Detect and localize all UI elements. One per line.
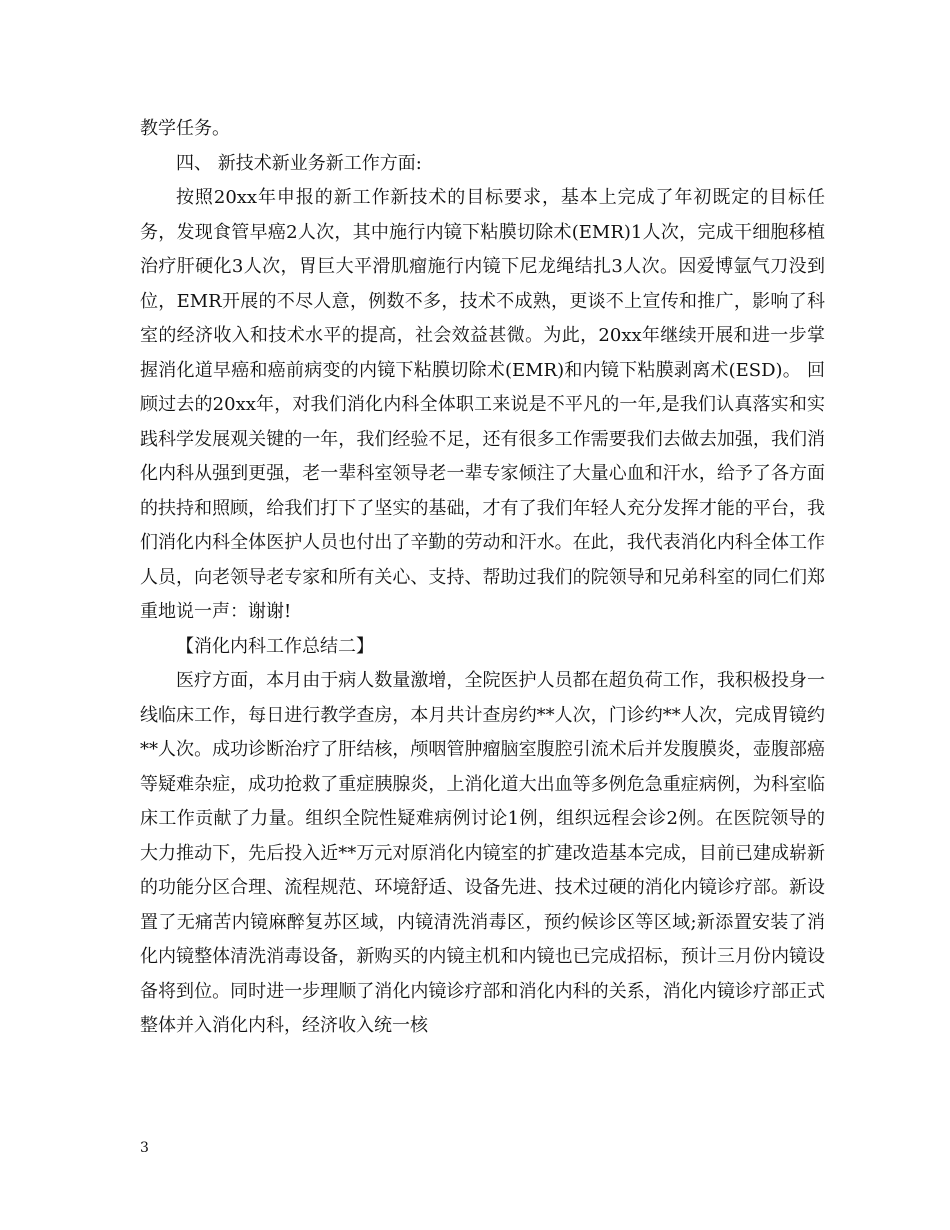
section-heading: 四、 新技术新业务新工作方面:: [176, 152, 422, 174]
paragraph: 医疗方面，本月由于病人数量激增，全院医护人员都在超负荷工作，我积极投身一线临床工作，每日进行教学查房，本月共计查房约**人次，门诊约**人次，完成胃镜约**人次。成功诊断治疗了肝结核，颅咽管肿瘤脑室腹腔引流术后并发腹膜炎，壶腹部癌等疑难杂症，成功抢救了重症胰腺炎，上消化道大出血等多例危急重症病例，为科室临床工作贡献了力量。组织全院性疑难病例讨论1例，组织远程会诊2例。在医院领导的大力推动下，先后投入近**万元对原消化内镜室的扩建改造基本完成，目前已建成崭新的功能分区合理、流程规范、环境舒适、设备先进、技术过硬的消化内镜诊疗部。新设置了无痛苦内镜麻醉复苏区域，内镜清洗消毒区，预约候诊区等区域;新添置安装了消化内镜整体清洗消毒设备，新购买的内镜主机和内镜也已完成招标，预计三月份内镜设备将到位。同时进一步理顺了消化内镜诊疗部和消化内科的关系，消化内镜诊疗部正式整体并入消化内科，经济收入统一核: [140, 670, 825, 1036]
paragraph: 按照20xx年申报的新工作新技术的目标要求，基本上完成了年初既定的目标任务，发现食管早癌2人次，其中施行内镜下粘膜切除术(EMR)1人次，完成干细胞移植治疗肝硬化3人次，胃巨大平滑肌瘤施行内镜下尼龙绳结扎3人次。因爱博氩气刀没到位，EMR开展的不尽人意，例数不多，技术不成熟，更谈不上宣传和推广，影响了科室的经济收入和技术水平的提高，社会效益甚微。为此，20xx年继续开展和进一步掌握消化道早癌和癌前病变的内镜下粘膜切除术(EMR)和内镜下粘膜剥离术(ESD)。 回顾过去的20xx年，对我们消化内科全体职工来说是不平凡的一年,是我们认真落实和实践科学发展观关键的一年，我们经验不足，还有很多工作需要我们去做去加强，我们消化内科从强到更强，老一辈科室领导老一辈专家倾注了大量心血和汗水，给予了各方面的扶持和照顾，给我们打下了坚实的基础，才有了我们年轻人充分发挥才能的平台，我们消化内科全体医护人员也付出了辛勤的劳动和汗水。在此，我代表消化内科全体工作人员，向老领导老专家和所有关心、支持、帮助过我们的院领导和兄弟科室的同仁们郑重地说一声：谢谢!: [140, 187, 825, 622]
paragraph: 教学任务。: [140, 118, 230, 139]
section-title: 【消化内科工作总结二】: [176, 635, 374, 657]
body-text: [140, 112, 825, 1044]
page-number: 3: [140, 1140, 149, 1156]
